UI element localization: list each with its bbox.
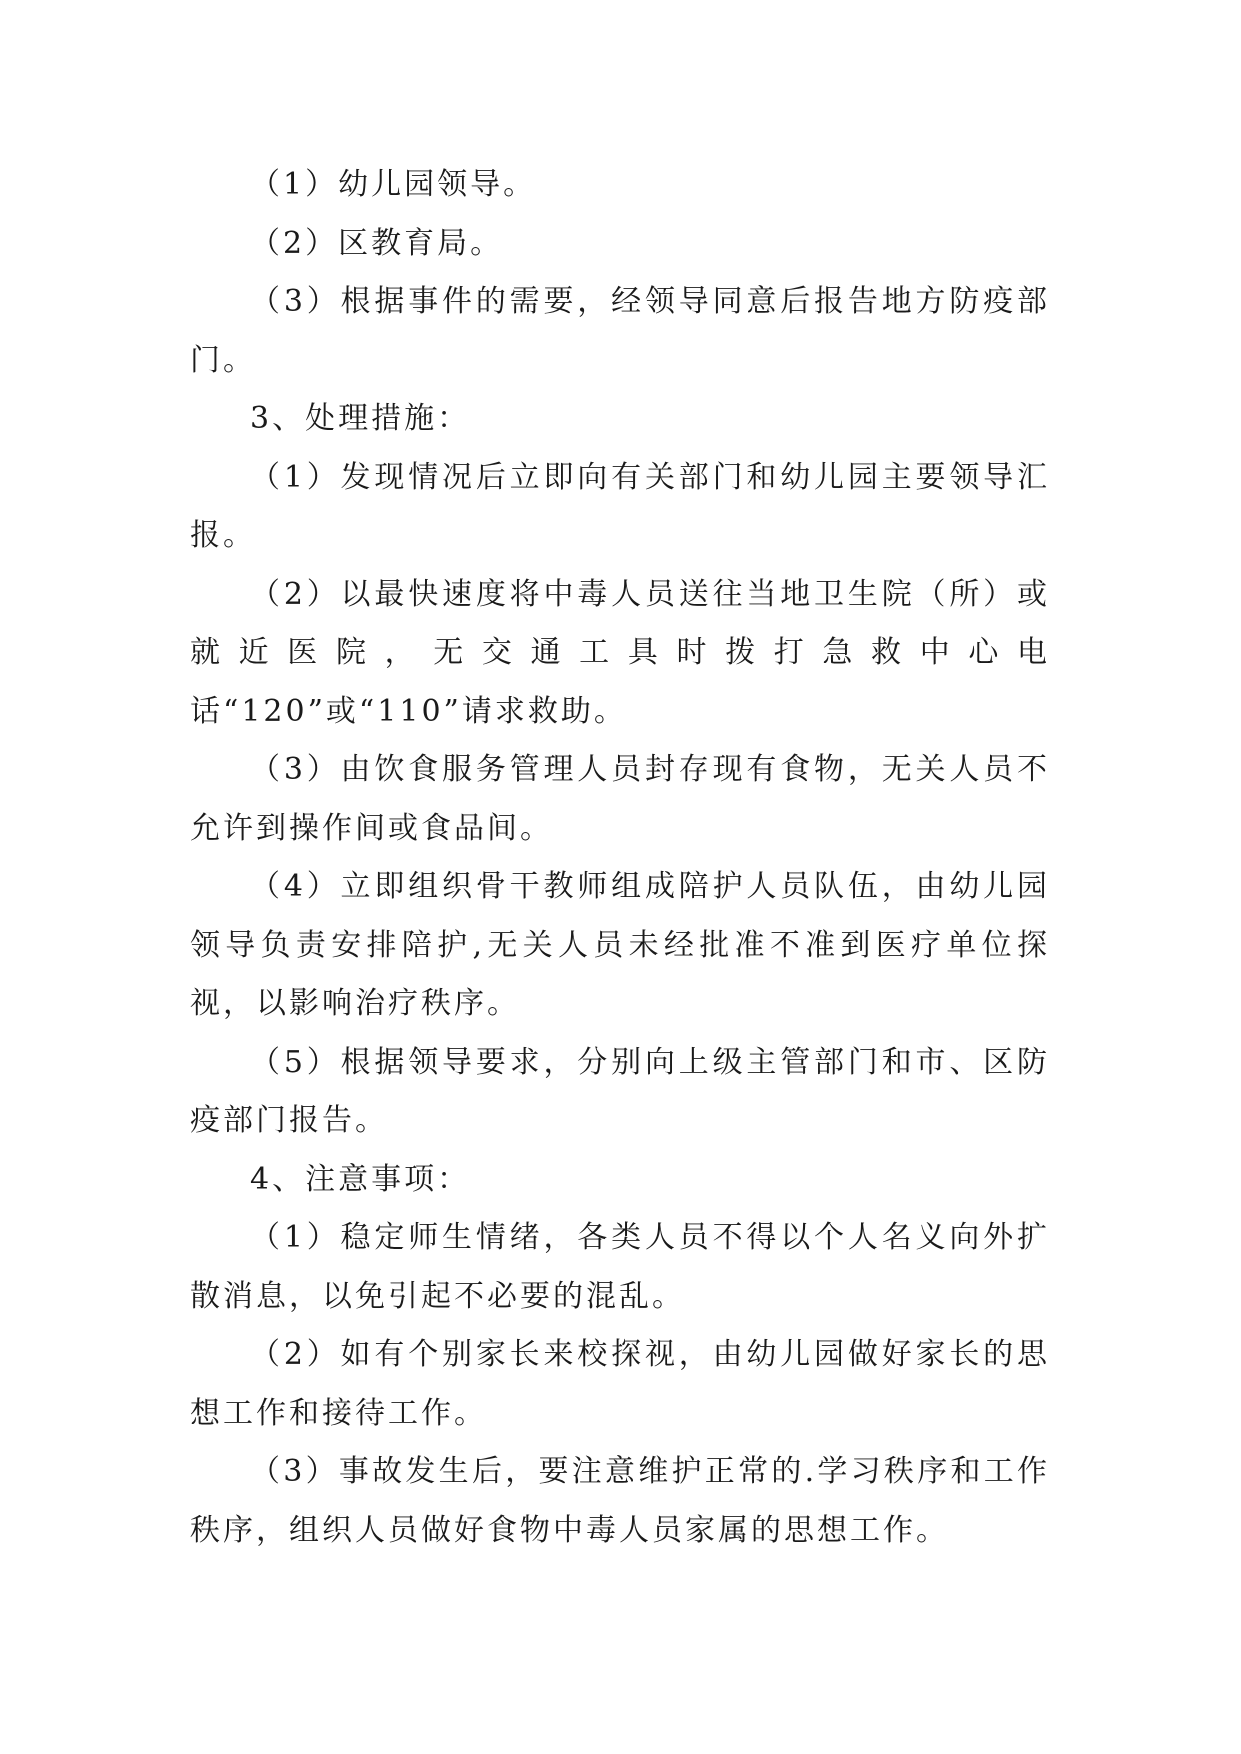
paragraph-measure-2: （2）以最快速度将中毒人员送往当地卫生院（所）或就近医院，无交通工具时拨打急救中心电话“120”或“110”请求救助。	[190, 576, 1050, 729]
paragraph-measure-3: （3）由饮食服务管理人员封存现有食物，无关人员不允许到操作间或食品间。	[190, 752, 1050, 846]
paragraph-note-1: （1）稳定师生情绪，各类人员不得以个人名义向外扩散消息，以免引起不必要的混乱。	[190, 1220, 1050, 1314]
paragraph-report-kindergarten-leaders: （1）幼儿园领导。	[250, 167, 537, 202]
document-body	[190, 156, 1050, 1560]
paragraph-note-2: （2）如有个别家长来校探视，由幼儿园做好家长的思想工作和接待工作。	[190, 1337, 1050, 1431]
paragraph-note-3: （3）事故发生后，要注意维护正常的.学习秩序和工作秩序，组织人员做好食物中毒人员家属的思想工作。	[190, 1454, 1050, 1548]
paragraph-measure-5: （5）根据领导要求，分别向上级主管部门和市、区防疫部门报告。	[190, 1044, 1050, 1138]
paragraph-report-education-bureau: （2）区教育局。	[250, 225, 504, 261]
paragraph-measure-4: （4）立即组织骨干教师组成陪护人员队伍，由幼儿园领导负责安排陪护,无关人员未经批准不准到医疗单位探视，以影响治疗秩序。	[190, 869, 1050, 1021]
section-heading-notes: 4、注意事项：	[250, 1161, 471, 1197]
paragraph-report-epidemic-department: （3）根据事件的需要，经领导同意后报告地方防疫部门。	[190, 284, 1050, 378]
paragraph-measure-1: （1）发现情况后立即向有关部门和幼儿园主要领导汇报。	[190, 459, 1050, 553]
section-heading-measures: 3、处理措施：	[250, 401, 471, 436]
